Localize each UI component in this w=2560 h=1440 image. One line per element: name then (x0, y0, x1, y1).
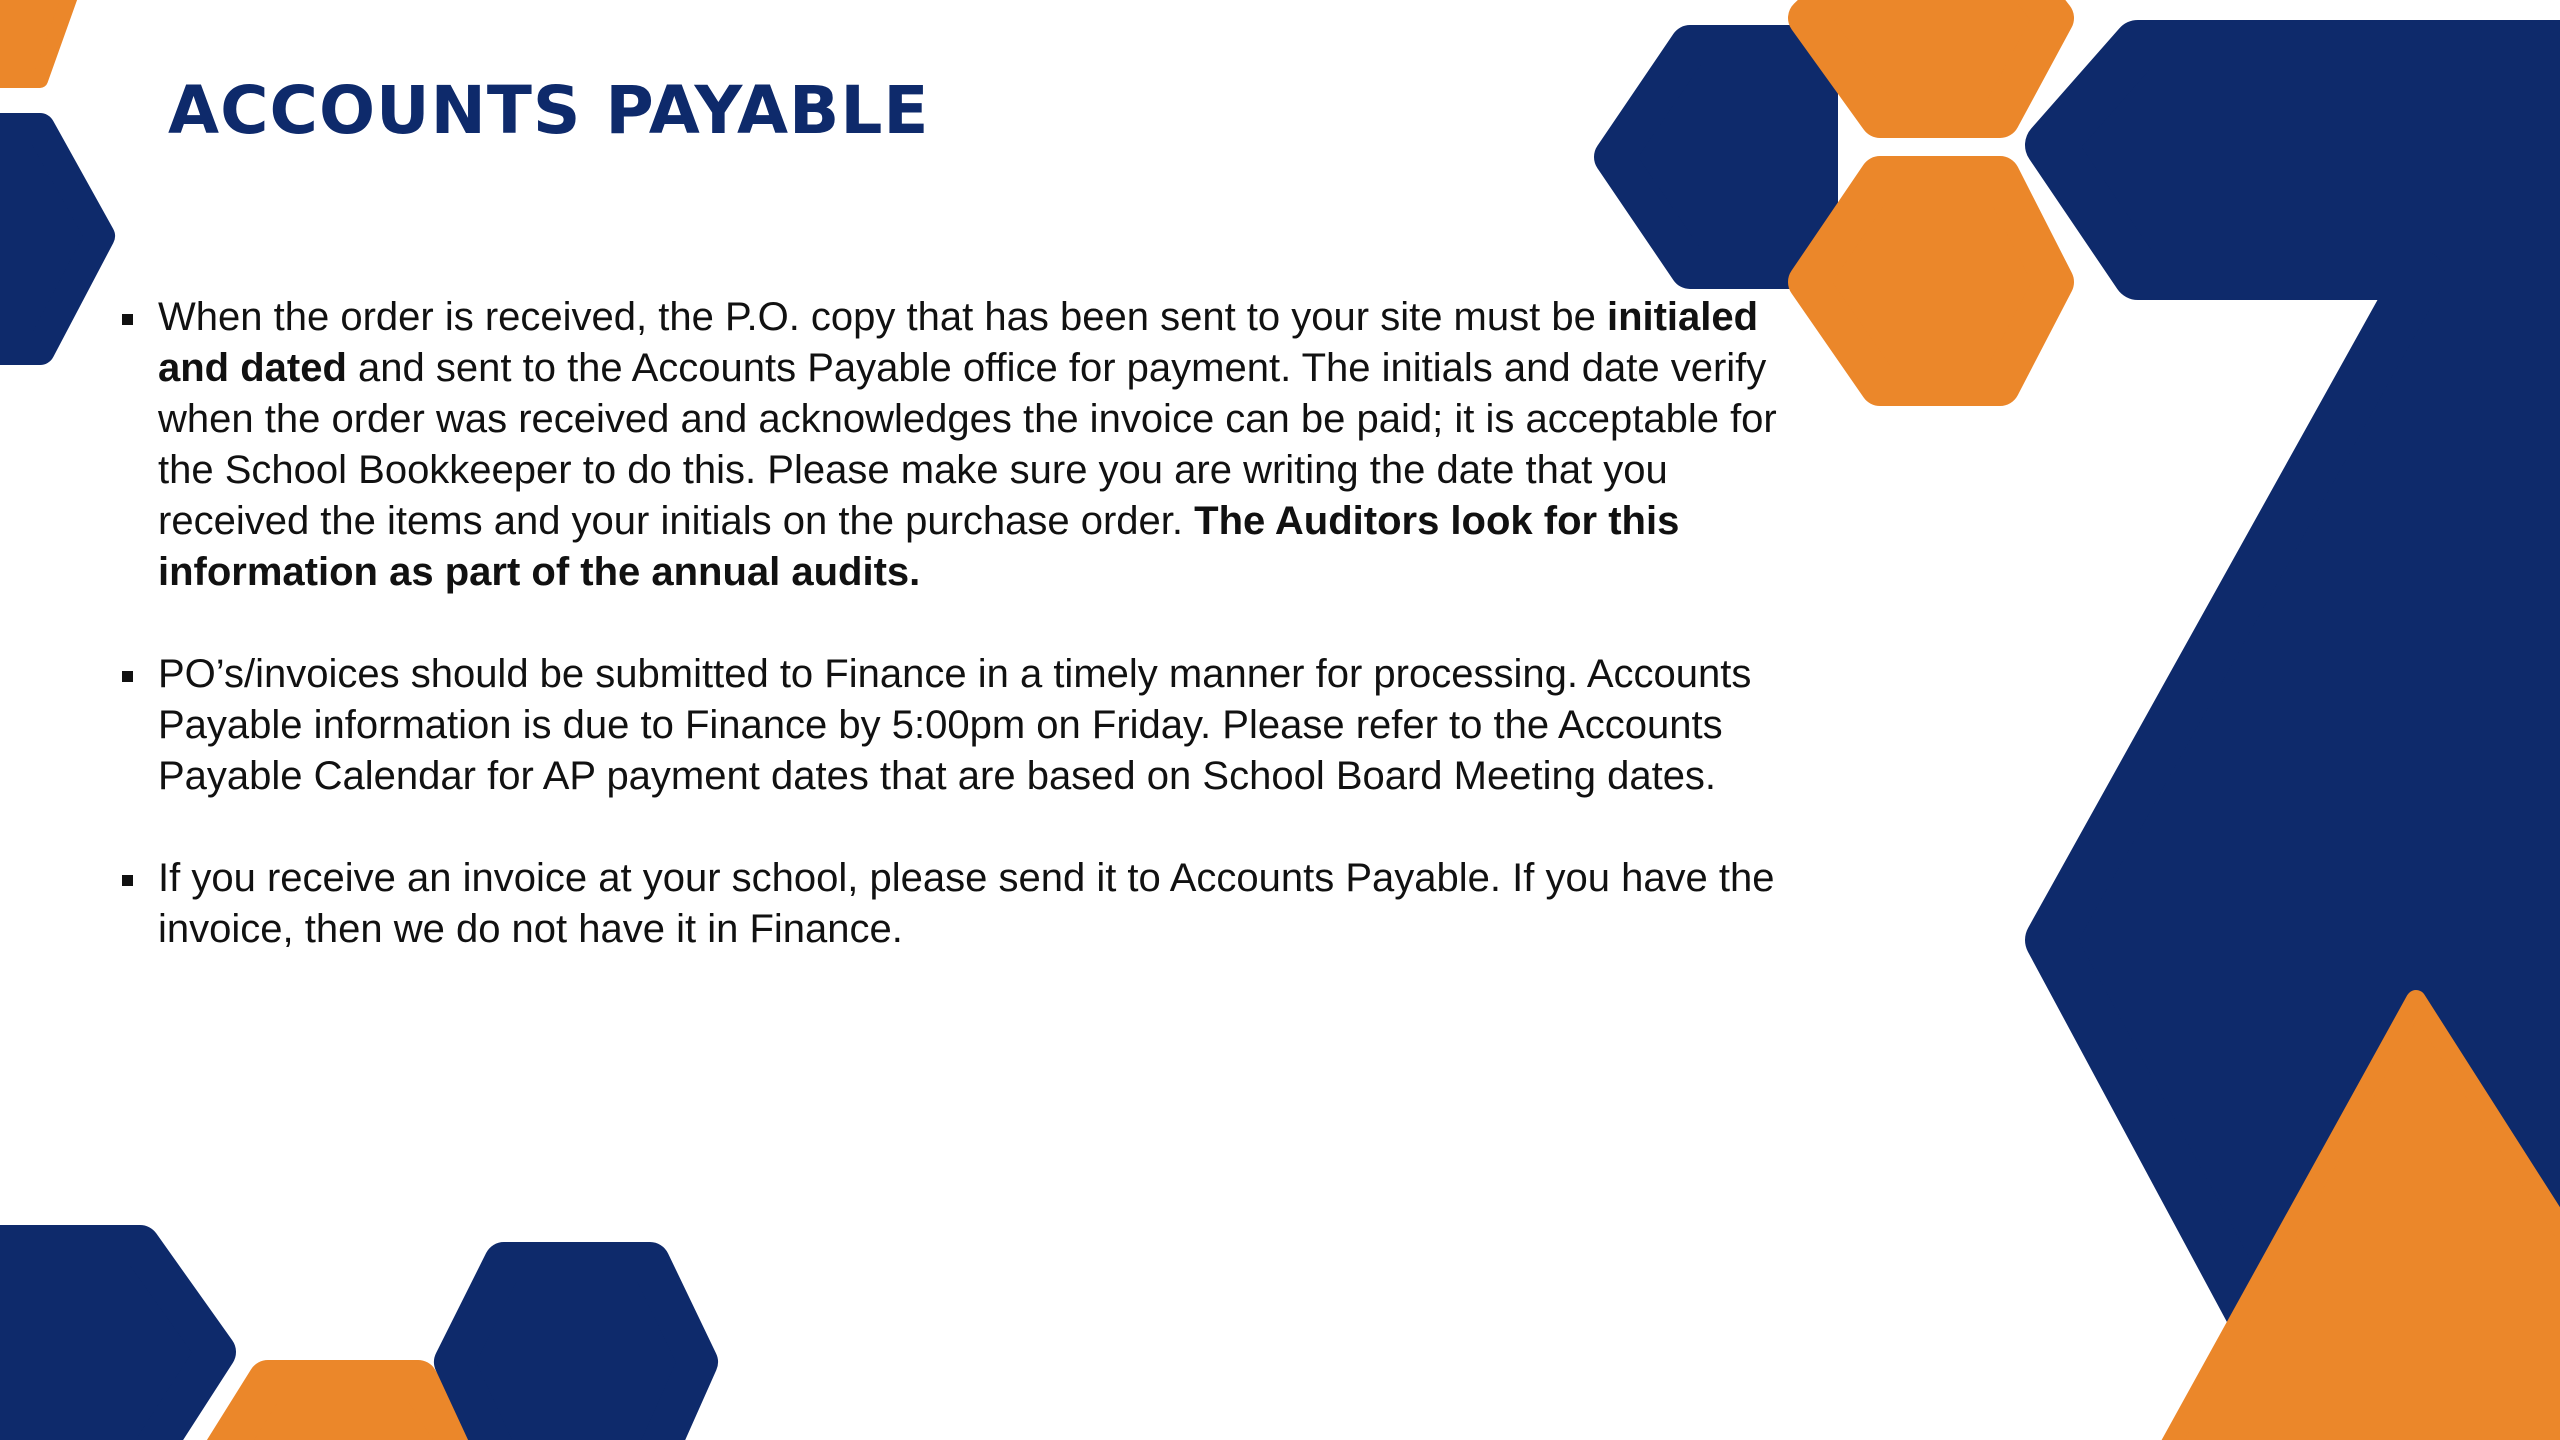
bullet-emphasis: initialed and dated (158, 295, 1759, 390)
navy-hexagon-top-right (1614, 45, 1818, 269)
bullet-text: If you receive an invoice at your school, please send it to Accounts Payable. If you have the invoice, then we do not have it in Finance. (158, 856, 1775, 951)
navy-hexagon-bottom-left (0, 1245, 216, 1440)
list-item (158, 292, 1818, 598)
page-title: ACCOUNTS PAYABLE (168, 72, 930, 149)
list-item (158, 853, 1818, 955)
orange-hexagon-bottom (218, 1380, 470, 1440)
bullet-emphasis: The Auditors look for this information as part of the annual audits. (158, 499, 1680, 594)
list-item (158, 649, 1818, 802)
navy-hexagon-bottom (454, 1262, 698, 1440)
navy-hexagon-left-edge (0, 128, 100, 350)
bullet-text: and sent to the Accounts Payable office for payment. The initials and date verify when the order was received and acknowledges the invoice can be paid; it is acceptable for the School Bookkeeper to do this. Please make sure you are writing the date that you received the items and your initials on the purchase order. (158, 346, 1777, 543)
bullet-text: When the order is received, the P.O. copy that has been sent to your site must be (158, 295, 1607, 339)
orange-corner-hexagon-top-left (0, 0, 90, 80)
orange-hexagon-middle (1808, 176, 2054, 386)
orange-hexagon-top (1808, 0, 2054, 118)
bullet-list (158, 292, 1818, 1006)
bullet-text: PO’s/invoices should be submitted to Finance in a timely manner for processing. Accounts Payable information is due to Finance by 5:00pm on Friday. Please refer to the Accounts Payable Calendar for AP payment dates that are based on School Board Meeting dates. (158, 652, 1752, 798)
